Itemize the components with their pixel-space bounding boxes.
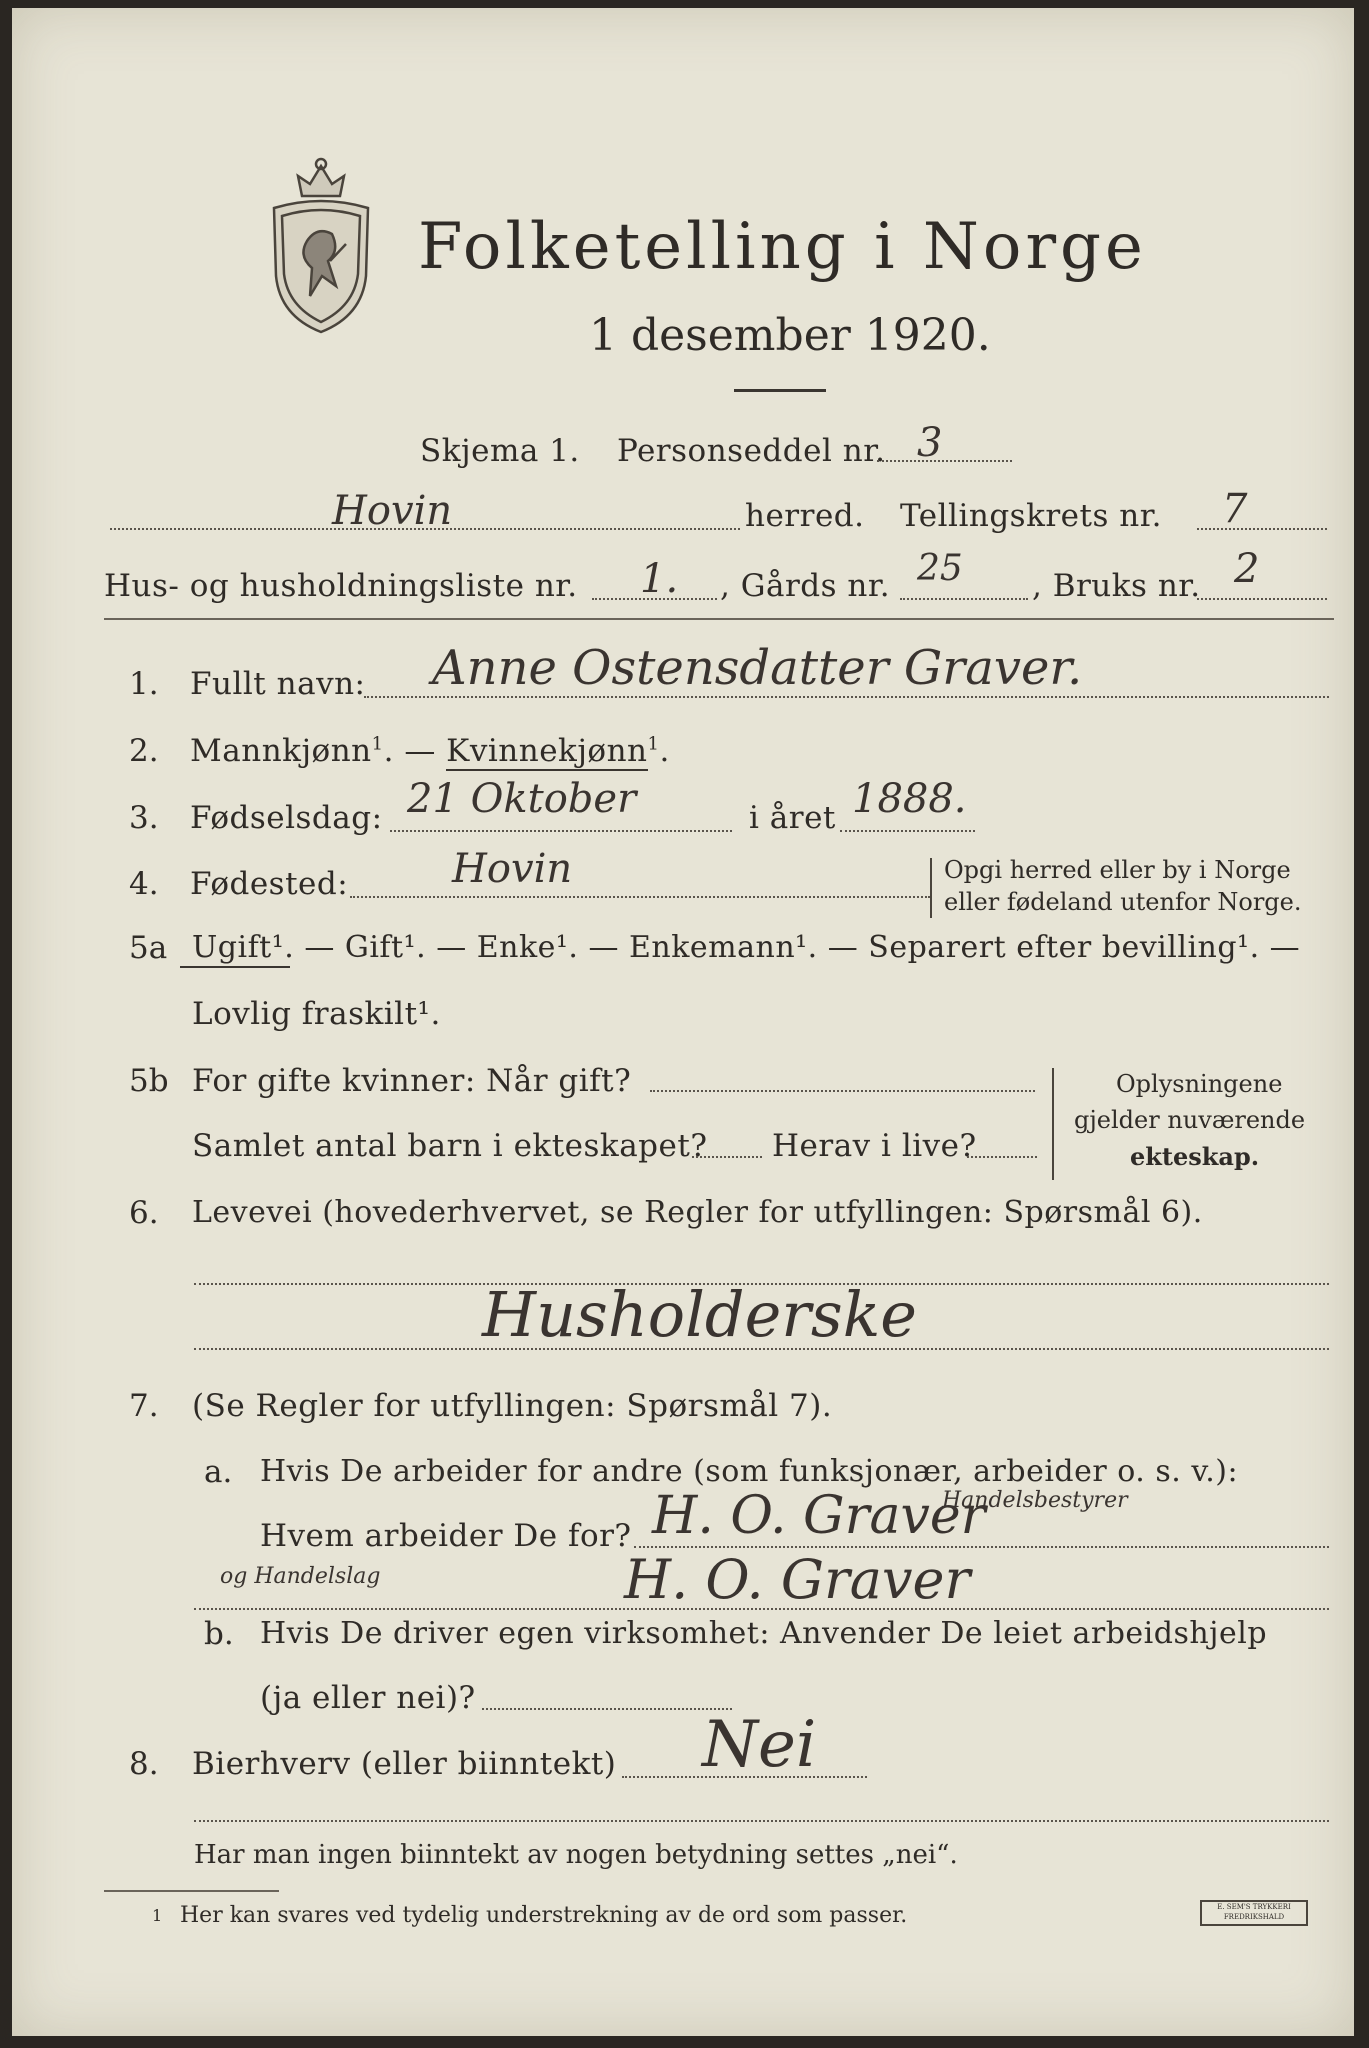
q7-label: (Se Regler for utfyllingen: Spørsmål 7). [192, 1388, 833, 1424]
footnote-text: Her kan svares ved tydelig understrekning av de ord som passer. [180, 1903, 908, 1928]
personseddel-label: Personseddel nr. [617, 433, 886, 469]
q1-label: Fullt navn: [190, 666, 366, 702]
q3-line [390, 830, 732, 832]
gards-line [900, 598, 1028, 600]
q4-line [350, 896, 930, 898]
q8-label: Bierhverv (eller biinntekt) [192, 1746, 617, 1782]
q4-number: 4. [129, 866, 159, 902]
q7a-value1: H. O. Graver [652, 1486, 986, 1546]
hus-label: Hus- og husholdningsliste nr. [104, 568, 578, 604]
census-form [12, 8, 1354, 2036]
footer-dots [194, 1820, 1329, 1822]
footnote-rule [104, 1890, 279, 1892]
q5b-note2: gjelder nuværende [1074, 1106, 1306, 1134]
q5b-number: 5b [129, 1063, 169, 1099]
q2-option-male: Mannkjønn [190, 733, 372, 769]
personseddel-value: 3 [917, 420, 943, 466]
q7a-question: Hvem arbeider De for? [260, 1518, 632, 1554]
q5b-line2a-dots [692, 1156, 762, 1158]
form-title: Folketelling i Norge [418, 210, 1147, 284]
bruks-line [1197, 598, 1327, 600]
q3-number: 3. [129, 800, 159, 836]
q7-number: 7. [129, 1388, 159, 1424]
q2-option-female: Kvinnekjønn [446, 733, 648, 769]
q2-number: 2. [129, 733, 159, 769]
personseddel-line [877, 460, 1012, 462]
q4-label: Fødested: [190, 866, 349, 902]
herred-value: Hovin [332, 488, 453, 534]
q6-value: Husholderske [482, 1278, 917, 1351]
q5a-number: 5a [129, 930, 168, 966]
gards-label: , Gårds nr. [720, 568, 891, 604]
footer-note: Har man ingen biinntekt av nogen betydning settes „nei“. [194, 1840, 958, 1870]
q6-label: Levevei (hovederhvervet, se Regler for utfyllingen: Spørsmål 6). [192, 1195, 1203, 1230]
q3-year-line [840, 830, 975, 832]
form-date: 1 desember 1920. [589, 310, 991, 361]
q7a-number: a. [204, 1454, 233, 1490]
q7a-value2-note: og Handelslag [220, 1564, 381, 1589]
q4-value: Hovin [452, 846, 573, 892]
q3-value: 21 Oktober [407, 776, 637, 822]
q5b-line1-dots [650, 1090, 1035, 1092]
q1-line [364, 696, 1329, 698]
q4-note-line1: Opgi herred eller by i Norge [944, 856, 1291, 884]
coat-of-arms-icon [262, 156, 380, 336]
q5b-line2a: Samlet antal barn i ekteskapet? [192, 1128, 708, 1164]
q7b-text: Hvis De driver egen virksomhet: Anvender De leiet arbeidshjelp [260, 1616, 1268, 1651]
q1-value: Anne Ostensdatter Graver. [432, 640, 1083, 696]
q5a-line2: Lovlig fraskilt¹. [192, 996, 441, 1032]
q4-note-line2: eller fødeland utenfor Norge. [944, 888, 1302, 916]
q1-number: 1. [129, 666, 159, 702]
q6-number: 6. [129, 1195, 159, 1231]
footnote-number: 1 [152, 1906, 163, 1925]
q5b-line1: For gifte kvinner: Når gift? [192, 1063, 632, 1099]
tellingskrets-label: Tellingskrets nr. [900, 498, 1162, 534]
bruks-value: 2 [1234, 546, 1260, 592]
hus-value: 1. [640, 556, 679, 602]
q3-year-value: 1888. [852, 776, 967, 822]
q2-text: Mannkjønn$^1$. — Kvinnekjønn$^1$. [190, 733, 670, 769]
q7a-value1-note: Handelsbestyrer [942, 1488, 1128, 1513]
q5a-underline [180, 966, 290, 968]
q3-year-label: i året [749, 800, 836, 836]
printer-stamp: E. SEM'S TRYKKERI FREDRIKSHALD [1200, 1900, 1308, 1926]
q7b-line [482, 1708, 732, 1710]
q5b-line2b: Herav i live? [772, 1128, 977, 1164]
tellingskrets-line [1197, 528, 1327, 530]
q4-brace [930, 858, 938, 918]
q5b-brace [1052, 1068, 1060, 1180]
q7a-text: Hvis De arbeider for andre (som funksjonær, arbeider o. s. v.): [260, 1454, 1239, 1489]
gards-value: 25 [917, 548, 963, 589]
q5b-line2b-dots [967, 1156, 1037, 1158]
header-rule [104, 618, 1334, 620]
q5a-options: Ugift¹. — Gift¹. — Enke¹. — Enkemann¹. — Separert efter bevilling¹. — [192, 930, 1301, 965]
q8-value: Nei [702, 1708, 817, 1782]
q6-line2 [194, 1348, 1329, 1350]
bruks-label: , Bruks nr. [1032, 568, 1201, 604]
q7b-number: b. [204, 1616, 234, 1652]
q7a-value2: H. O. Graver [624, 1548, 971, 1611]
tellingskrets-value: 7 [1222, 486, 1248, 532]
q5b-note1: Oplysningene [1116, 1070, 1283, 1098]
skjema-label: Skjema 1. [420, 433, 580, 469]
q5b-note3: ekteskap. [1130, 1142, 1260, 1171]
q8-number: 8. [129, 1746, 159, 1782]
title-rule [734, 389, 826, 392]
q7b-question: (ja eller nei)? [260, 1680, 476, 1716]
q3-label: Fødselsdag: [190, 800, 383, 836]
herred-label: herred. [745, 498, 865, 534]
